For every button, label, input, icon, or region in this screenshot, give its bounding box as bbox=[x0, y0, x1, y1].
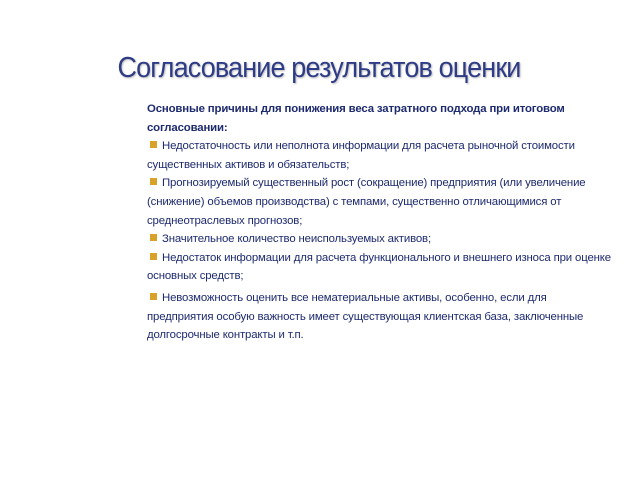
slide-body bbox=[147, 100, 615, 345]
bullet-text: Недостаток информации для расчета функционального и внешнего износа при оценке основных средств; bbox=[147, 251, 611, 283]
list-item bbox=[147, 230, 615, 249]
square-bullet-icon bbox=[150, 178, 157, 185]
square-bullet-icon bbox=[150, 141, 157, 148]
bullet-text: Невозможность оценить все нематериальные активы, особенно, если для предприятия особую важность имеет существующая клиентская база, заключенные долгосрочные контракты и т.п. bbox=[147, 291, 584, 342]
square-bullet-icon bbox=[150, 234, 157, 241]
intro-text: Основные причины для понижения веса затратного подхода при итоговом согласовании: bbox=[147, 103, 565, 134]
square-bullet-icon bbox=[150, 253, 157, 260]
square-bullet-icon bbox=[150, 293, 157, 300]
bullet-text: Прогнозируемый существенный рост (сокращение) предприятия (или увеличение (снижение) объемов производства) с темпами, существенно отличающимися от среднеотраслевых прогнозов; bbox=[147, 177, 586, 227]
list-item bbox=[147, 137, 615, 174]
bullet-text: Недостаточность или неполнота информации для расчета рыночной стоимости существенных активов и обязательств; bbox=[147, 140, 575, 171]
list-item bbox=[147, 249, 615, 286]
bullet-text: Значительное количество неиспользуемых активов; bbox=[162, 233, 431, 246]
list-item bbox=[147, 289, 615, 345]
list-item bbox=[147, 174, 615, 230]
bullet-list bbox=[147, 137, 615, 345]
slide-title: Согласование результатов оценки bbox=[117, 52, 521, 84]
